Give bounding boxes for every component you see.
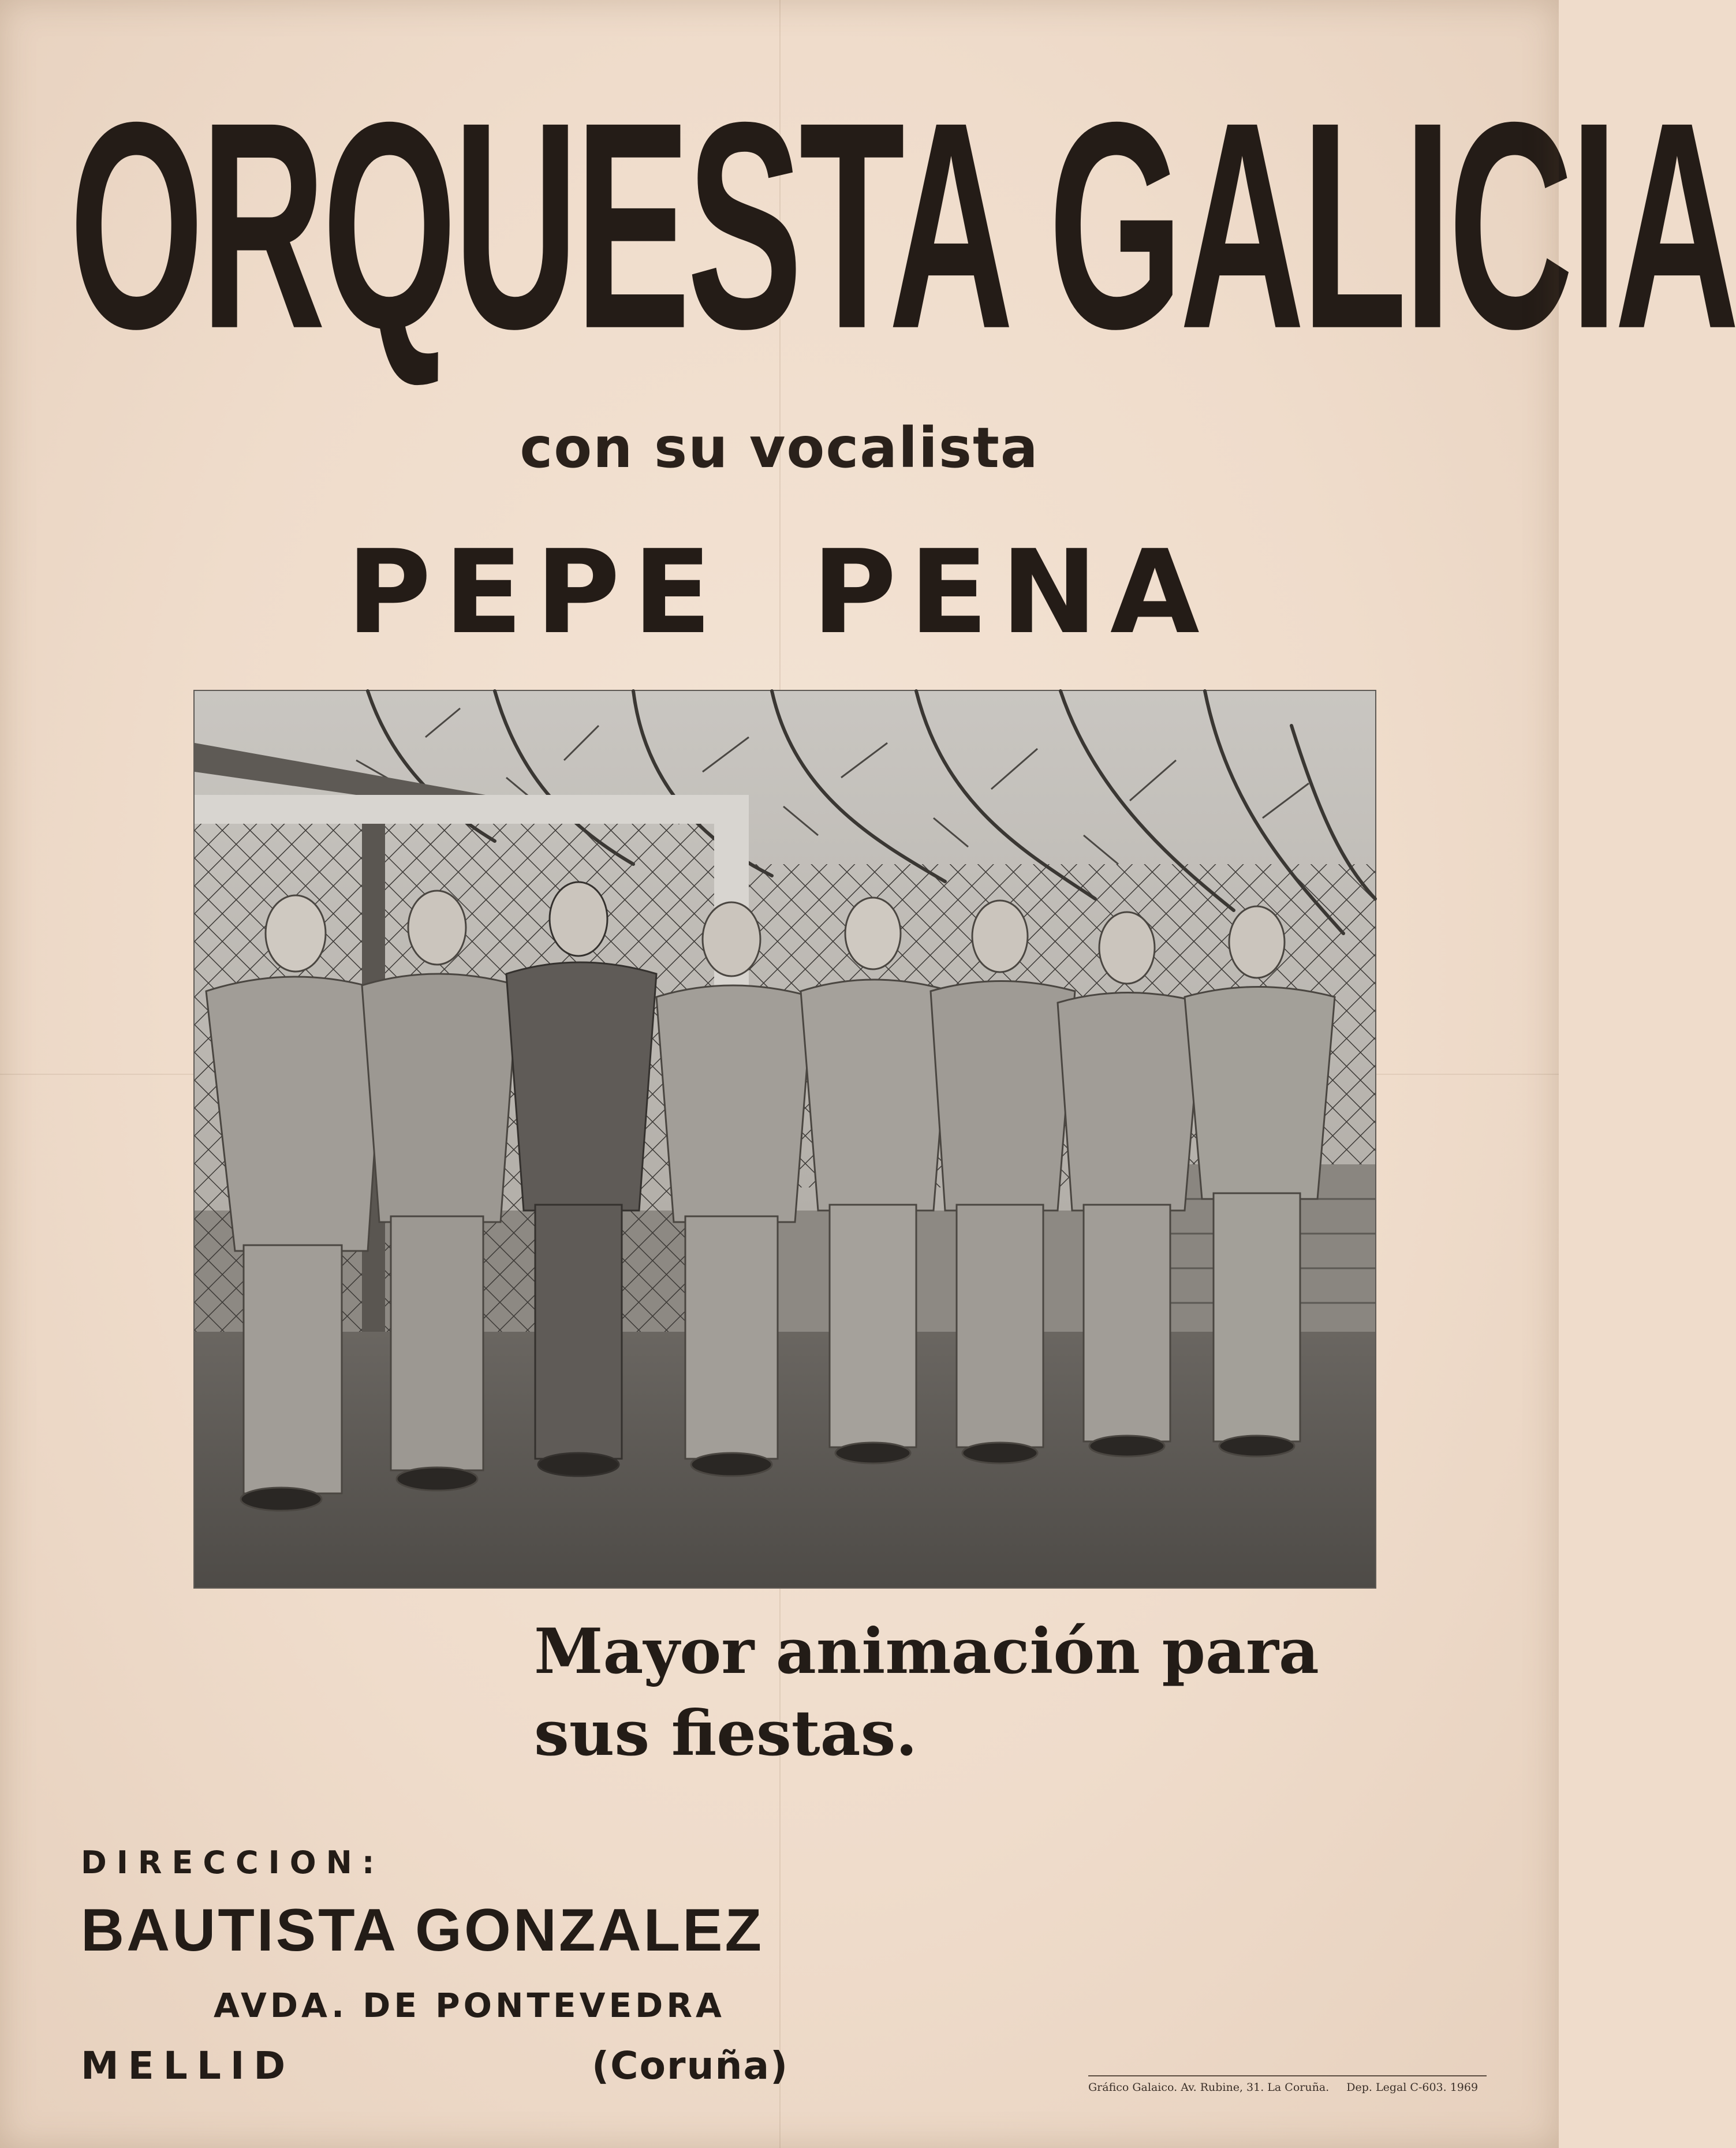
band-photo-illustration — [195, 691, 1375, 1587]
director-name: BAUTISTA GONZALEZ — [81, 1897, 764, 1964]
city: MELLID — [81, 2044, 295, 2088]
street-address: AVDA. DE PONTEVEDRA — [214, 1986, 725, 2025]
band-photo — [193, 690, 1376, 1589]
subtitle: con su vocalista — [520, 416, 1039, 480]
province: (Coruña) — [592, 2044, 789, 2088]
imprint-divider — [1088, 2075, 1487, 2076]
slogan — [534, 1611, 1527, 1775]
singer-name: PEPE PENA — [346, 525, 1212, 660]
band-title: ORQUESTA GALICIA — [69, 60, 1736, 390]
slogan-line-1: Mayor animación para — [534, 1615, 1319, 1688]
printer-name: Gráfico Galaico. Av. Rubine, 31. La Coruña. — [1088, 2081, 1330, 2094]
legal-deposit: Dep. Legal C-603. 1969 — [1346, 2081, 1479, 2094]
slogan-line-2: sus fiestas. — [534, 1697, 918, 1770]
direction-label: DIRECCION: — [81, 1844, 384, 1881]
printer-imprint — [1088, 2081, 1487, 2094]
